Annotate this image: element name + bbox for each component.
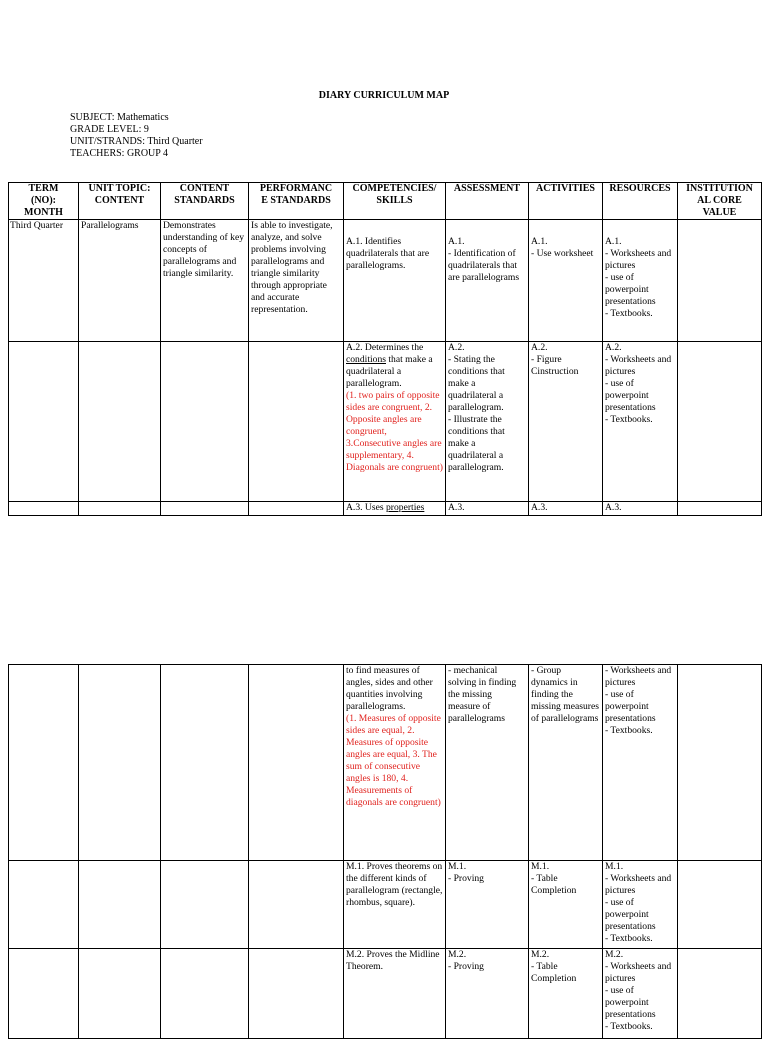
topic-cell (79, 949, 161, 1039)
activities-cell: M.1. - Table Completion (529, 861, 603, 949)
header-unit-topic: UNIT TOPIC: CONTENT (79, 183, 161, 220)
performance-standards-cell (249, 665, 344, 861)
content-standards-cell: Demonstrates understanding of key concepts of parallelograms and triangle similarity. (161, 220, 249, 342)
table-row (9, 342, 762, 502)
activities-cell: A.1. - Use worksheet (529, 220, 603, 342)
topic-cell: Parallelograms (79, 220, 161, 342)
performance-standards-cell: Is able to investigate, analyze, and solve problems involving parallelograms and triangle similarity through appropriate and accurate representation. (249, 220, 344, 342)
header-term: TERM (NO): MONTH (9, 183, 79, 220)
term-cell (9, 949, 79, 1039)
header-assessment: ASSESSMENT (446, 183, 529, 220)
competency-cell: A.3. Uses properties (344, 502, 446, 516)
table-row (9, 861, 762, 949)
curriculum-table-page-1 (8, 182, 762, 516)
resources-cell: - Worksheets and pictures - use of powerpoint presentations - Textbooks. (603, 665, 678, 861)
content-standards-cell (161, 502, 249, 516)
content-standards-cell (161, 665, 249, 861)
curriculum-table-page-2 (8, 664, 762, 1039)
resources-cell: A.3. (603, 502, 678, 516)
performance-standards-cell (249, 342, 344, 502)
term-cell (9, 502, 79, 516)
unit-strands-line: UNIT/STRANDS: Third Quarter (70, 136, 203, 147)
competency-cell: M.2. Proves the Midline Theorem. (344, 949, 446, 1039)
assessment-cell: A.2. - Stating the conditions that make a quadrilateral a parallelogram. - Illustrate the conditions that make a quadrilateral a parallelogram. (446, 342, 529, 502)
term-cell: Third Quarter (9, 220, 79, 342)
assessment-cell: A.1. - Identification of quadrilaterals that are parallelograms (446, 220, 529, 342)
table-row (9, 220, 762, 342)
activities-cell: A.2. - Figure Cinstruction (529, 342, 603, 502)
performance-standards-cell (249, 949, 344, 1039)
document-meta (70, 112, 203, 160)
activities-cell: - Group dynamics in finding the missing measures of parallelograms (529, 665, 603, 861)
competency-red-note: (1. Measures of opposite sides are equal, 2. Measures of opposite angles are equal, 3. The sum of consecutive angles is 180, 4. Measurements of diagonals are congruent) (346, 713, 441, 808)
performance-standards-cell (249, 502, 344, 516)
assessment-cell: M.1. - Proving (446, 861, 529, 949)
header-row (9, 183, 762, 220)
content-standards-cell (161, 861, 249, 949)
core-value-cell (678, 220, 762, 342)
activities-cell: A.3. (529, 502, 603, 516)
table-row (9, 502, 762, 516)
header-activities: ACTIVITIES (529, 183, 603, 220)
term-cell (9, 342, 79, 502)
resources-cell: A.2. - Worksheets and pictures - use of powerpoint presentations - Textbooks. (603, 342, 678, 502)
core-value-cell (678, 502, 762, 516)
header-competencies: COMPETENCIES/ SKILLS (344, 183, 446, 220)
competency-cell: to find measures of angles, sides and other quantities involving parallelograms. (1. Measures of opposite sides are equal, 2. Measures of opposite angles are equal, 3. The sum of consecutive angles is 180, 4. Measurements of diagonals are congruent) (344, 665, 446, 861)
term-cell (9, 861, 79, 949)
content-standards-cell (161, 342, 249, 502)
teachers-line: TEACHERS: GROUP 4 (70, 148, 168, 159)
grade-level-line: GRADE LEVEL: 9 (70, 124, 149, 135)
core-value-cell (678, 665, 762, 861)
topic-cell (79, 861, 161, 949)
resources-cell: M.2. - Worksheets and pictures - use of powerpoint presentations - Textbooks. (603, 949, 678, 1039)
core-value-cell (678, 861, 762, 949)
header-performance-standards: PERFORMANC E STANDARDS (249, 183, 344, 220)
performance-standards-cell (249, 861, 344, 949)
header-content-standards: CONTENT STANDARDS (161, 183, 249, 220)
competency-cell: M.1. Proves theorems on the different kinds of parallelogram (rectangle, rhombus, square). (344, 861, 446, 949)
table-row (9, 949, 762, 1039)
topic-cell (79, 342, 161, 502)
assessment-cell: - mechanical solving in finding the missing measure of parallelograms (446, 665, 529, 861)
header-core-value: INSTITUTION AL CORE VALUE (678, 183, 762, 220)
table-row (9, 665, 762, 861)
resources-cell: M.1. - Worksheets and pictures - use of powerpoint presentations - Textbooks. (603, 861, 678, 949)
core-value-cell (678, 949, 762, 1039)
content-standards-cell (161, 949, 249, 1039)
competency-red-note: (1. two pairs of opposite sides are congruent, 2. Opposite angles are congruent, 3.Consecutive angles are supplementary, 4. Diagonals are congruent) (346, 390, 443, 473)
topic-cell (79, 665, 161, 861)
competency-cell: A.2. Determines the conditions that make a quadrilateral a parallelogram. (1. two pairs of opposite sides are congruent, 2. Opposite angles are congruent, 3.Consecutive angles are supplementary, 4. Diagonals are congruent) (344, 342, 446, 502)
subject-line: SUBJECT: Mathematics (70, 112, 169, 123)
assessment-cell: A.3. (446, 502, 529, 516)
topic-cell (79, 502, 161, 516)
resources-cell: A.1. - Worksheets and pictures - use of powerpoint presentations - Textbooks. (603, 220, 678, 342)
term-cell (9, 665, 79, 861)
core-value-cell (678, 342, 762, 502)
document-title: DIARY CURRICULUM MAP (318, 90, 450, 101)
activities-cell: M.2. - Table Completion (529, 949, 603, 1039)
assessment-cell: M.2. - Proving (446, 949, 529, 1039)
header-resources: RESOURCES (603, 183, 678, 220)
competency-cell: A.1. Identifies quadrilaterals that are parallelograms. (344, 220, 446, 342)
